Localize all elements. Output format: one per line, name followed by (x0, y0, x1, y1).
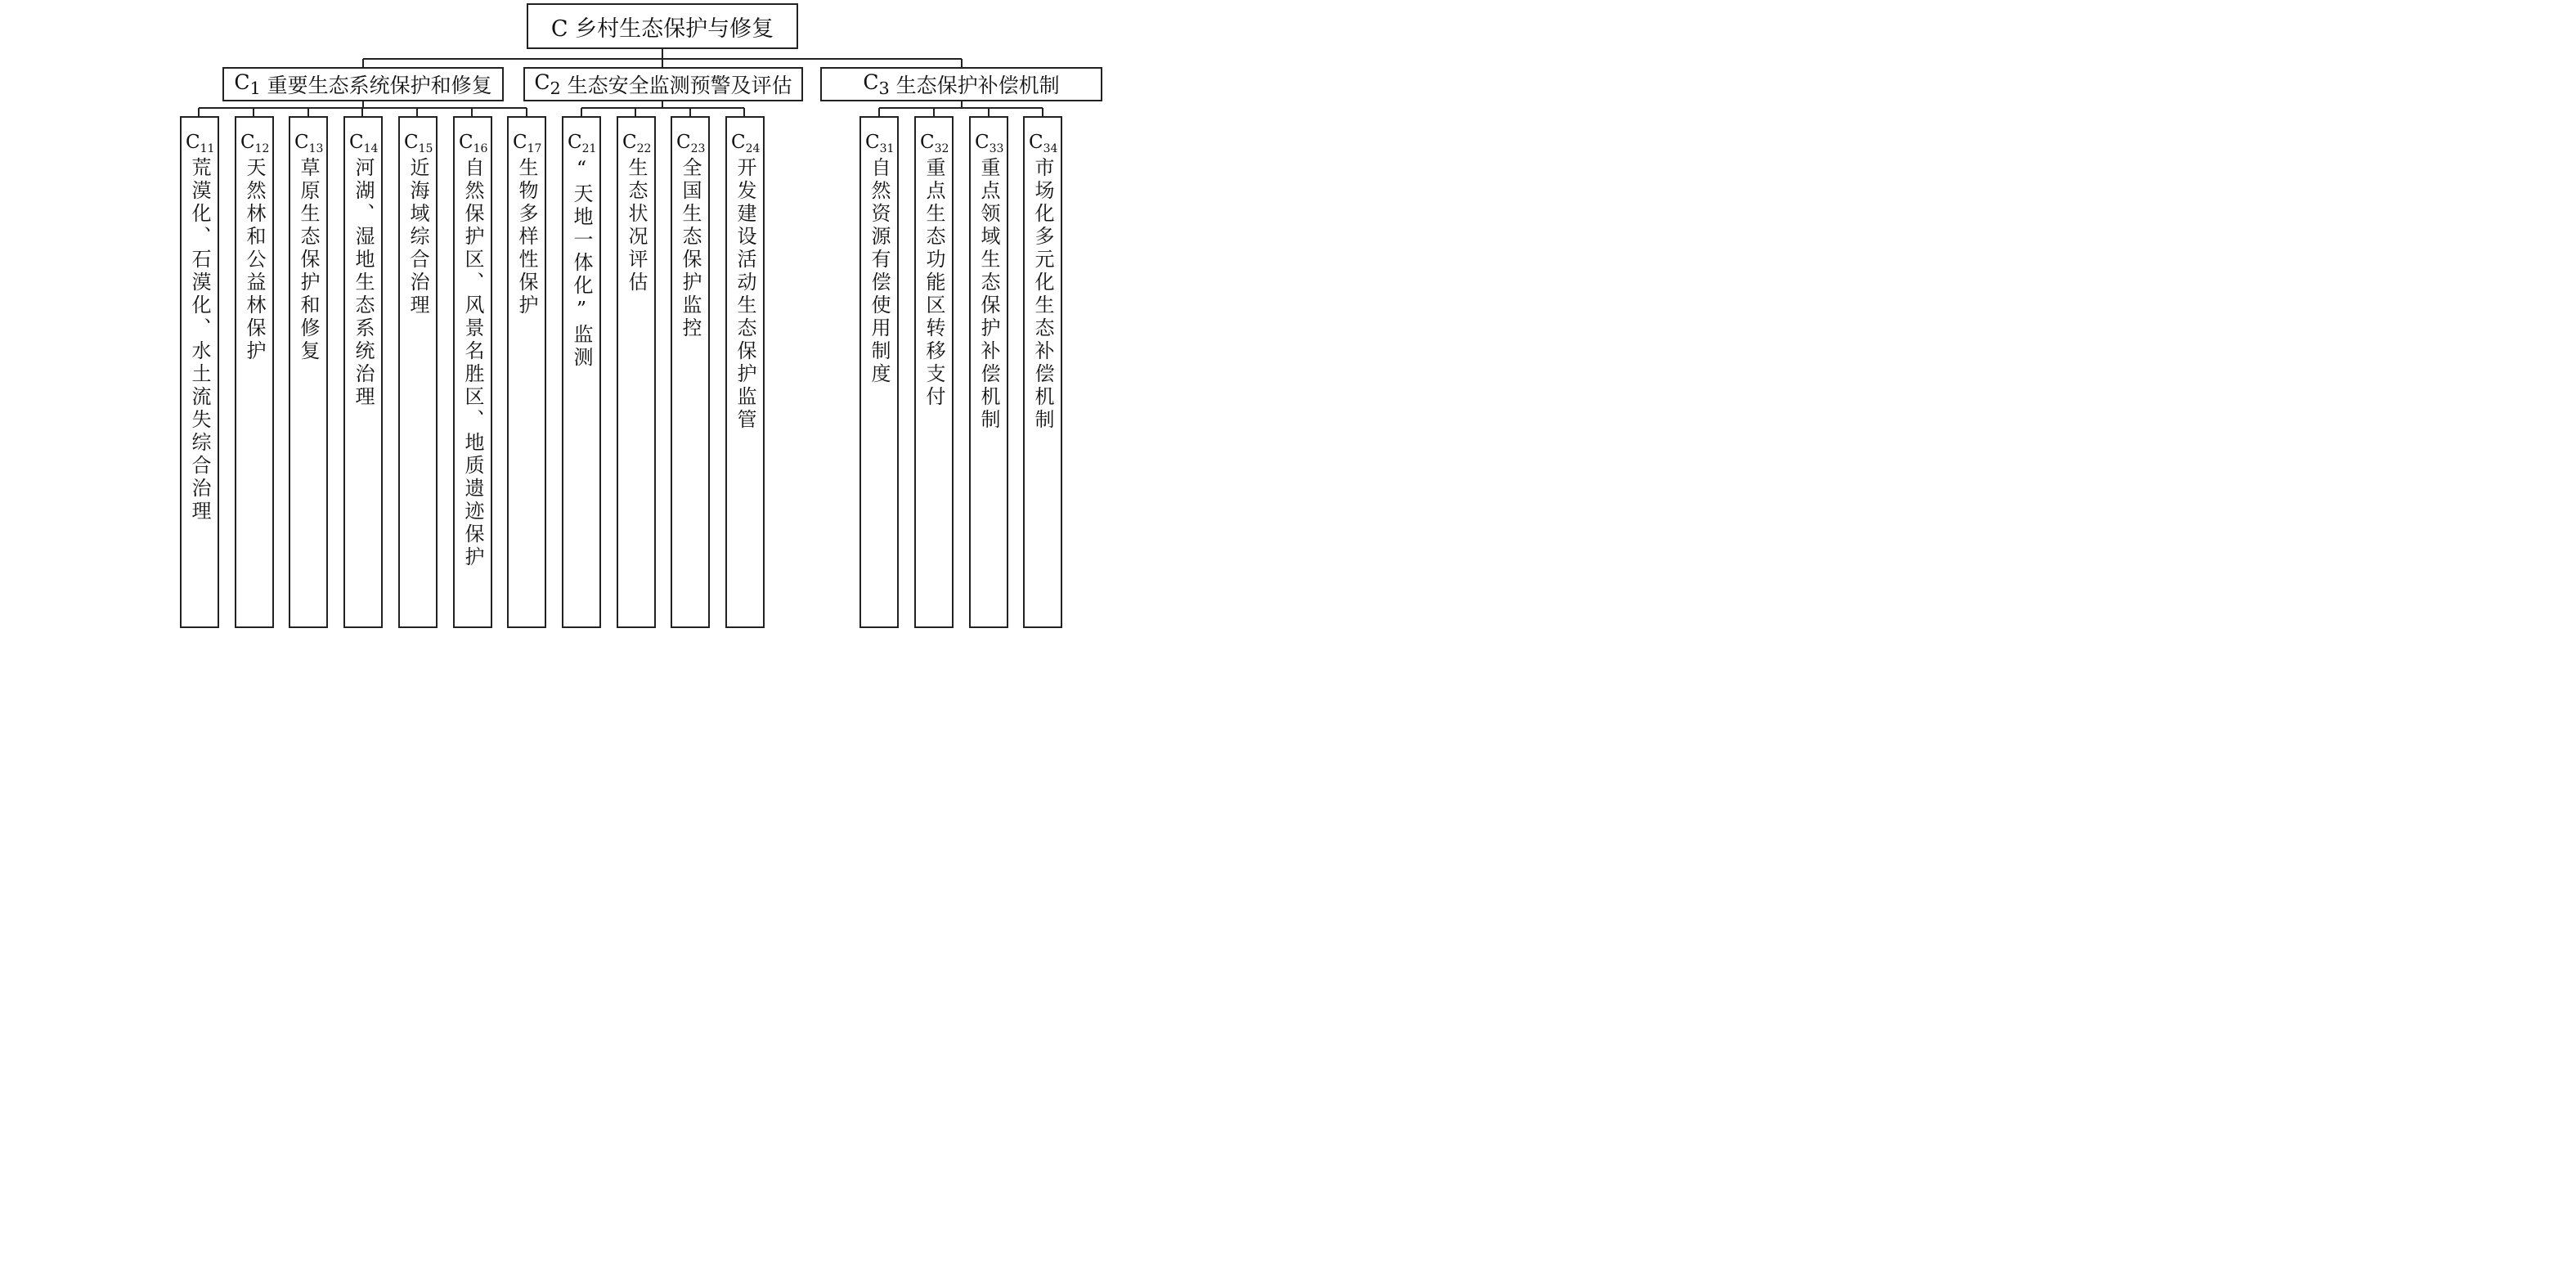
branch-c3 (820, 67, 1102, 101)
branch-code: $C_3$ (863, 70, 890, 98)
leaf-label: 自然保护区、风景名胜区、地质遗迹保护 (461, 157, 484, 569)
root-label: C 乡村生态保护与修复 (550, 16, 774, 42)
leaf-c32 (914, 116, 954, 628)
leaf-code: $C_{16}$ (459, 132, 488, 155)
leaf-label: 生物多样性保护 (515, 157, 538, 317)
leaf-c15 (398, 116, 438, 628)
branch-c1 (222, 67, 504, 101)
branch-label: 生态安全监测预警及评估 (567, 74, 792, 97)
leaf-c12 (235, 116, 274, 628)
leaf-label: 天然林和公益林保护 (243, 157, 266, 363)
leaf-code: $C_{17}$ (513, 132, 542, 155)
branch-label: 重要生态系统保护和修复 (267, 74, 492, 97)
leaf-label: 市场化多元化生态补偿机制 (1031, 157, 1054, 432)
leaf-code: $C_{33}$ (975, 132, 1004, 155)
leaf-c17 (507, 116, 546, 628)
leaf-c21 (562, 116, 601, 628)
leaf-code: $C_{15}$ (404, 132, 433, 155)
leaf-code: $C_{31}$ (865, 132, 895, 155)
leaf-code: $C_{12}$ (240, 132, 270, 155)
leaf-code: $C_{24}$ (731, 132, 761, 155)
leaf-c14 (343, 116, 383, 628)
leaf-label: 重点领域生态保护补偿机制 (977, 157, 1000, 432)
leaf-code: $C_{34}$ (1029, 132, 1058, 155)
leaf-code: $C_{13}$ (294, 132, 324, 155)
branch-code: $C_2$ (534, 70, 561, 98)
branch-label: 生态保护补偿机制 (895, 74, 1060, 97)
leaf-label: “天地一体化”监测 (570, 157, 593, 370)
leaf-label: 河湖、湿地生态系统治理 (352, 157, 375, 409)
leaf-label: 草原生态保护和修复 (297, 157, 320, 363)
leaf-code: $C_{23}$ (676, 132, 706, 155)
leaf-c24 (725, 116, 765, 628)
leaf-c22 (617, 116, 656, 628)
branch-code: $C_1$ (234, 70, 261, 98)
leaf-label: 重点生态功能区转移支付 (922, 157, 945, 409)
leaf-code: $C_{14}$ (349, 132, 379, 155)
leaf-label: 生态状况评估 (625, 157, 648, 294)
branch-c2 (523, 67, 803, 101)
leaf-label: 开发建设活动生态保护监管 (734, 157, 756, 432)
leaf-c23 (671, 116, 710, 628)
leaf-c13 (289, 116, 328, 628)
leaf-label: 全国生态保护监控 (679, 157, 702, 340)
leaf-code: $C_{22}$ (622, 132, 652, 155)
leaf-code: $C_{32}$ (920, 132, 949, 155)
root-node (527, 3, 798, 49)
leaf-label: 近海域综合治理 (406, 157, 429, 317)
leaf-c11 (180, 116, 219, 628)
leaf-c34 (1023, 116, 1062, 628)
leaf-c31 (859, 116, 899, 628)
leaf-code: $C_{21}$ (568, 132, 597, 155)
leaf-label: 荒漠化、石漠化、水土流失综合治理 (188, 157, 211, 523)
leaf-c33 (969, 116, 1008, 628)
leaf-c16 (453, 116, 492, 628)
leaf-code: $C_{11}$ (186, 132, 215, 155)
leaf-label: 自然资源有偿使用制度 (868, 157, 891, 386)
